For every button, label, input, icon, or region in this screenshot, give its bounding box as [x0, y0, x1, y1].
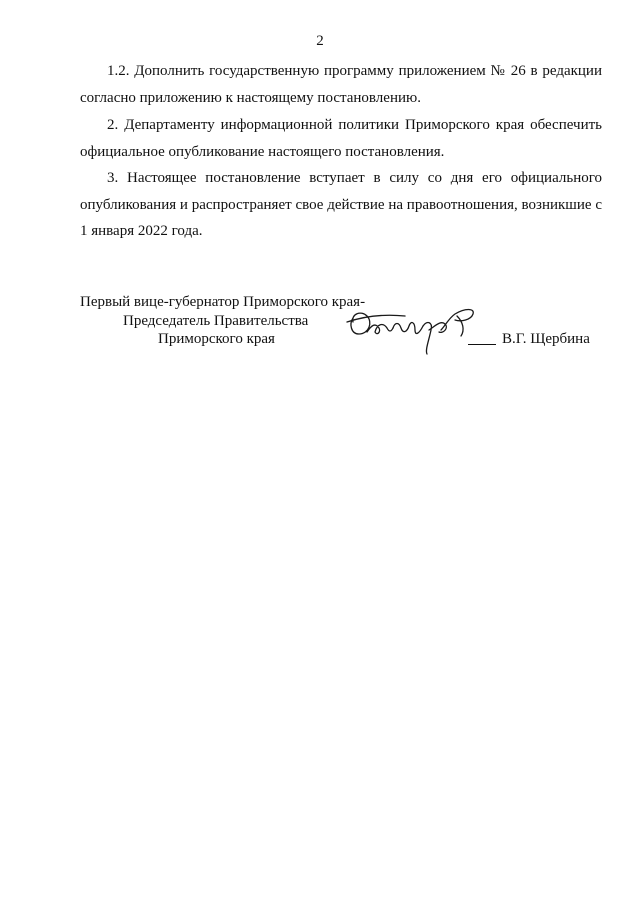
signatory-title-line-1: Первый вице-губернатор Приморского края-: [80, 294, 366, 310]
signature-line: [468, 344, 496, 345]
signatory-title-line-3: Приморского края: [158, 331, 275, 347]
page-number: 2: [316, 33, 324, 49]
signatory-name: В.Г. Щербина: [502, 331, 590, 347]
signatory-title-line-2: Председатель Правительства: [123, 313, 309, 329]
paragraph-3: 3. Настоящее постановление вступает в силу со дня его официального опубликования и распространяет свое действие на правоотношения, возникшие с 1 января 2022 года.: [80, 170, 602, 239]
handwritten-signature: [345, 300, 495, 356]
paragraph-2: 2. Департаменту информационной политики Приморского края обеспечить официальное опубликование настоящего постановления.: [80, 117, 602, 160]
paragraph-1-2: 1.2. Дополнить государственную программу приложением № 26 в редакции согласно приложению к настоящему постановлению.: [80, 63, 602, 106]
